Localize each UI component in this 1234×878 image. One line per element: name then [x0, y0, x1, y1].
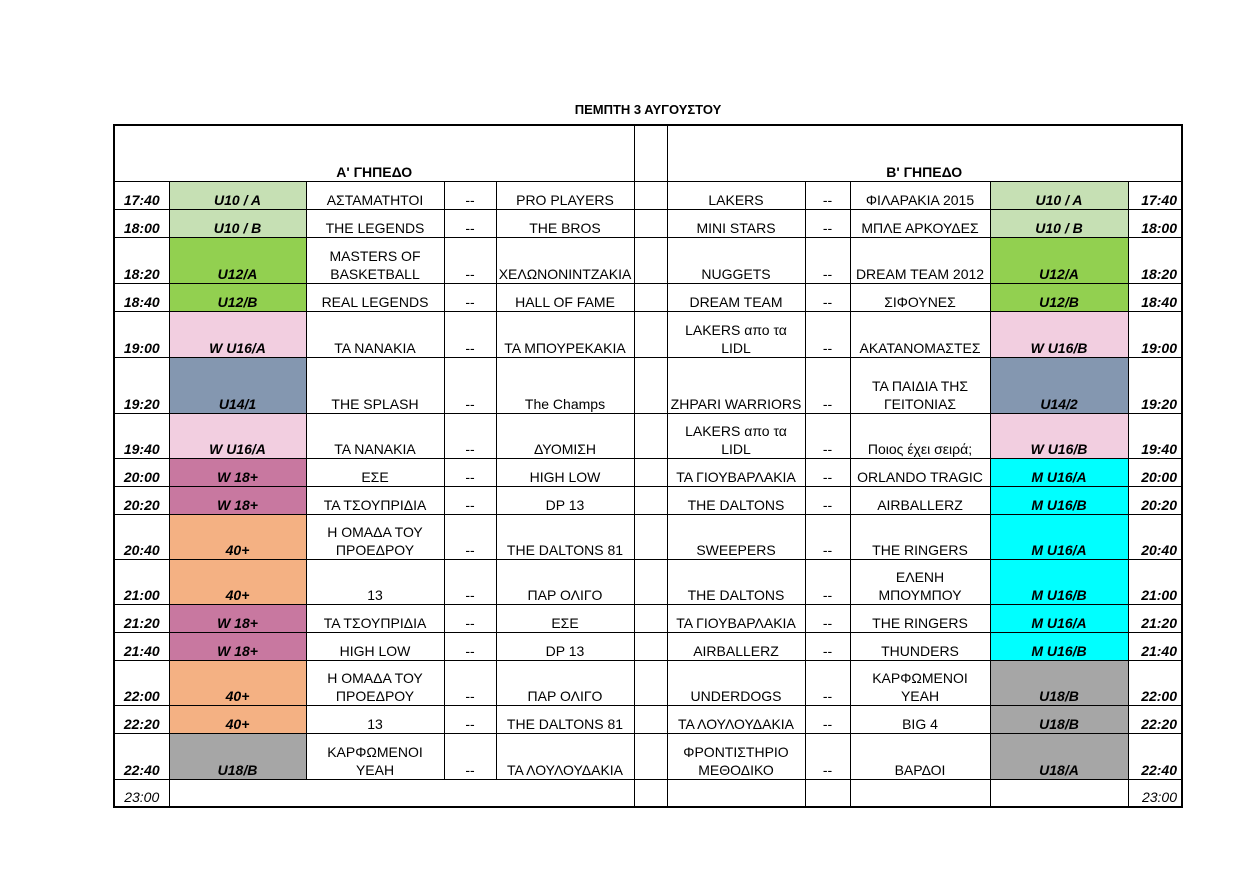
separator-a: --	[444, 458, 496, 486]
away-team-a: ΕΣΕ	[496, 604, 634, 632]
page-title: ΠΕΜΠΤΗ 3 ΑΥΓΟΥΣΤΟΥ	[574, 102, 722, 117]
court-divider	[634, 181, 667, 209]
time-cell-a: 22:00	[114, 660, 169, 705]
schedule-row	[114, 486, 1182, 514]
time-cell-b: 17:40	[1128, 181, 1182, 209]
away-team-b: Ποιος έχει σειρά;	[850, 413, 990, 458]
home-team-a: THE LEGENDS	[306, 209, 444, 237]
separator-b: --	[805, 181, 850, 209]
away-team-a: ΧΕΛΩΝΟΝΙΝΤΖΑΚΙΑ	[496, 237, 634, 283]
category-cell-b: U18/B	[990, 660, 1128, 705]
home-team-a: ΑΣΤΑΜΑΤΗΤΟΙ	[306, 181, 444, 209]
court-divider	[634, 486, 667, 514]
separator-a: --	[444, 486, 496, 514]
court-b-header: Β' ΓΗΠΕΔΟ	[667, 125, 1182, 181]
court-divider	[634, 458, 667, 486]
separator-b: --	[805, 604, 850, 632]
home-team-a: ΤΑ ΝΑΝΑΚΙΑ	[306, 413, 444, 458]
court-divider	[634, 660, 667, 705]
category-cell-b: M U16/B	[990, 559, 1128, 604]
time-cell-a: 22:40	[114, 733, 169, 779]
away-team-b: ΚΑΡΦΩΜΕΝΟΙ ΥΕΑΗ	[850, 660, 990, 705]
end-row	[114, 779, 1182, 807]
separator-b: --	[805, 486, 850, 514]
home-team-b: ΤΑ ΓΙΟΥΒΑΡΛΑΚΙΑ	[667, 604, 805, 632]
home-team-b: AIRBALLERZ	[667, 632, 805, 660]
empty-cell	[805, 779, 850, 807]
separator-a: --	[444, 357, 496, 413]
home-team-b: LAKERS	[667, 181, 805, 209]
separator-a: --	[444, 733, 496, 779]
away-team-a: PRO PLAYERS	[496, 181, 634, 209]
category-cell-a: 40+	[169, 559, 306, 604]
home-team-b: ΤΑ ΛΟΥΛΟΥΔΑΚΙΑ	[667, 705, 805, 733]
home-team-a: ΤΑ ΤΣΟΥΠΡΙΔΙΑ	[306, 604, 444, 632]
schedule-row	[114, 209, 1182, 237]
category-cell-b: M U16/A	[990, 458, 1128, 486]
time-cell-a: 21:20	[114, 604, 169, 632]
schedule-row	[114, 705, 1182, 733]
category-cell-b: U14/2	[990, 357, 1128, 413]
category-cell-a: W 18+	[169, 486, 306, 514]
category-cell-a: W U16/A	[169, 311, 306, 357]
category-cell-b: M U16/A	[990, 514, 1128, 559]
court-divider	[634, 559, 667, 604]
empty-cell	[169, 779, 634, 807]
time-cell-a: 20:00	[114, 458, 169, 486]
category-cell-b: U10 / A	[990, 181, 1128, 209]
away-team-b: THE RINGERS	[850, 604, 990, 632]
category-cell-a: 40+	[169, 514, 306, 559]
category-cell-b: U18/B	[990, 705, 1128, 733]
home-team-a: ΕΣΕ	[306, 458, 444, 486]
time-cell-a: 22:20	[114, 705, 169, 733]
home-team-b: LAKERS απο τα LIDL	[667, 311, 805, 357]
category-cell-b: M U16/B	[990, 632, 1128, 660]
schedule-row	[114, 357, 1182, 413]
home-team-b: UNDERDOGS	[667, 660, 805, 705]
separator-b: --	[805, 209, 850, 237]
court-divider	[634, 705, 667, 733]
home-team-b: MINI STARS	[667, 209, 805, 237]
category-cell-b: U18/A	[990, 733, 1128, 779]
court-divider	[634, 632, 667, 660]
schedule-row	[114, 559, 1182, 604]
time-cell-b: 20:20	[1128, 486, 1182, 514]
schedule-row	[114, 181, 1182, 209]
away-team-b: THUNDERS	[850, 632, 990, 660]
away-team-b: AIRBALLERZ	[850, 486, 990, 514]
away-team-a: The Champs	[496, 357, 634, 413]
away-team-b: ΑΚΑΤΑΝΟΜΑΣΤΕΣ	[850, 311, 990, 357]
separator-b: --	[805, 559, 850, 604]
category-cell-a: W 18+	[169, 632, 306, 660]
category-cell-b: M U16/B	[990, 486, 1128, 514]
time-cell-a: 17:40	[114, 181, 169, 209]
home-team-b: ΤΑ ΓΙΟΥΒΑΡΛΑΚΙΑ	[667, 458, 805, 486]
schedule-row	[114, 237, 1182, 283]
schedule-row	[114, 514, 1182, 559]
court-divider	[634, 357, 667, 413]
away-team-b: ΕΛΕΝΗ ΜΠΟΥΜΠΟΥ	[850, 559, 990, 604]
time-cell-b: 19:40	[1128, 413, 1182, 458]
court-divider	[634, 779, 667, 807]
away-team-b: THE RINGERS	[850, 514, 990, 559]
court-divider	[634, 604, 667, 632]
home-team-b: NUGGETS	[667, 237, 805, 283]
home-team-b: ΦΡΟΝΤΙΣΤΗΡΙΟ ΜΕΘΟΔΙΚΟ	[667, 733, 805, 779]
time-cell-b: 21:40	[1128, 632, 1182, 660]
schedule-row	[114, 413, 1182, 458]
away-team-a: ΠΑΡ ΟΛΙΓΟ	[496, 660, 634, 705]
away-team-a: DP 13	[496, 486, 634, 514]
time-cell-a: 21:40	[114, 632, 169, 660]
court-divider	[634, 733, 667, 779]
separator-a: --	[444, 632, 496, 660]
time-cell-a: 19:00	[114, 311, 169, 357]
category-cell-b: M U16/A	[990, 604, 1128, 632]
schedule-row	[114, 604, 1182, 632]
away-team-a: THE BROS	[496, 209, 634, 237]
away-team-b: ΒΑΡΔΟΙ	[850, 733, 990, 779]
separator-b: --	[805, 357, 850, 413]
home-team-b: THE DALTONS	[667, 559, 805, 604]
time-cell-b: 22:40	[1128, 733, 1182, 779]
schedule-row	[114, 283, 1182, 311]
separator-a: --	[444, 283, 496, 311]
time-cell-b: 20:00	[1128, 458, 1182, 486]
schedule-row	[114, 458, 1182, 486]
time-cell-a: 19:40	[114, 413, 169, 458]
header-row	[114, 125, 1182, 181]
away-team-b: ΣΙΦΟΥΝΕΣ	[850, 283, 990, 311]
court-divider	[634, 514, 667, 559]
time-cell-b: 21:20	[1128, 604, 1182, 632]
home-team-a: Η ΟΜΑΔΑ ΤΟΥ ΠΡΟΕΔΡΟΥ	[306, 660, 444, 705]
time-cell-b: 21:00	[1128, 559, 1182, 604]
category-cell-a: W U16/A	[169, 413, 306, 458]
home-team-b: ZHPARI WARRIORS	[667, 357, 805, 413]
separator-b: --	[805, 632, 850, 660]
separator-a: --	[444, 181, 496, 209]
separator-a: --	[444, 559, 496, 604]
time-cell-b: 22:00	[1128, 660, 1182, 705]
empty-cell	[850, 779, 990, 807]
home-team-b: LAKERS απο τα LIDL	[667, 413, 805, 458]
category-cell-a: 40+	[169, 705, 306, 733]
time-cell-b: 20:40	[1128, 514, 1182, 559]
home-team-b: SWEEPERS	[667, 514, 805, 559]
separator-b: --	[805, 705, 850, 733]
time-cell-b: 22:20	[1128, 705, 1182, 733]
away-team-a: HALL OF FAME	[496, 283, 634, 311]
home-team-a: 13	[306, 559, 444, 604]
home-team-a: 13	[306, 705, 444, 733]
category-cell-b: W U16/B	[990, 413, 1128, 458]
separator-b: --	[805, 237, 850, 283]
separator-b: --	[805, 311, 850, 357]
separator-b: --	[805, 660, 850, 705]
home-team-a: ΤΑ ΝΑΝΑΚΙΑ	[306, 311, 444, 357]
separator-a: --	[444, 705, 496, 733]
separator-a: --	[444, 604, 496, 632]
empty-cell	[667, 779, 805, 807]
away-team-b: ORLANDO TRAGIC	[850, 458, 990, 486]
away-team-b: ΤΑ ΠΑΙΔΙΑ ΤΗΣ ΓΕΙΤΟΝΙΑΣ	[850, 357, 990, 413]
away-team-a: DP 13	[496, 632, 634, 660]
home-team-b: THE DALTONS	[667, 486, 805, 514]
time-cell-a: 18:00	[114, 209, 169, 237]
court-divider	[634, 413, 667, 458]
separator-b: --	[805, 514, 850, 559]
time-cell-b: 18:00	[1128, 209, 1182, 237]
time-cell-a: 18:40	[114, 283, 169, 311]
away-team-b: BIG 4	[850, 705, 990, 733]
time-cell-a: 19:20	[114, 357, 169, 413]
schedule-row	[114, 733, 1182, 779]
away-team-a: THE DALTONS 81	[496, 514, 634, 559]
empty-cell	[990, 779, 1128, 807]
separator-a: --	[444, 237, 496, 283]
category-cell-a: U10 / A	[169, 181, 306, 209]
time-cell-b: 18:40	[1128, 283, 1182, 311]
time-cell-a: 21:00	[114, 559, 169, 604]
end-time-b: 23:00	[1128, 779, 1182, 807]
category-cell-b: U12/B	[990, 283, 1128, 311]
away-team-b: DREAM TEAM 2012	[850, 237, 990, 283]
category-cell-b: U12/A	[990, 237, 1128, 283]
home-team-a: MASTERS OF BASKETBALL	[306, 237, 444, 283]
category-cell-a: 40+	[169, 660, 306, 705]
schedule-row	[114, 660, 1182, 705]
category-cell-a: W 18+	[169, 458, 306, 486]
time-cell-b: 19:00	[1128, 311, 1182, 357]
time-cell-b: 18:20	[1128, 237, 1182, 283]
separator-a: --	[444, 413, 496, 458]
schedule-row	[114, 311, 1182, 357]
home-team-a: THE SPLASH	[306, 357, 444, 413]
away-team-b: ΦΙΛΑΡΑΚΙΑ 2015	[850, 181, 990, 209]
separator-b: --	[805, 458, 850, 486]
separator-a: --	[444, 514, 496, 559]
home-team-a: REAL LEGENDS	[306, 283, 444, 311]
schedule-row	[114, 632, 1182, 660]
separator-b: --	[805, 283, 850, 311]
away-team-a: ΠΑΡ ΟΛΙΓΟ	[496, 559, 634, 604]
away-team-a: ΤΑ ΜΠΟΥΡΕΚΑΚΙΑ	[496, 311, 634, 357]
category-cell-b: U10 / B	[990, 209, 1128, 237]
away-team-a: HIGH LOW	[496, 458, 634, 486]
category-cell-a: U14/1	[169, 357, 306, 413]
separator-b: --	[805, 413, 850, 458]
category-cell-a: W 18+	[169, 604, 306, 632]
time-cell-b: 19:20	[1128, 357, 1182, 413]
category-cell-a: U12/B	[169, 283, 306, 311]
category-cell-a: U10 / B	[169, 209, 306, 237]
separator-a: --	[444, 660, 496, 705]
home-team-a: ΤΑ ΤΣΟΥΠΡΙΔΙΑ	[306, 486, 444, 514]
time-cell-a: 20:40	[114, 514, 169, 559]
court-divider	[634, 311, 667, 357]
away-team-a: ΤΑ ΛΟΥΛΟΥΔΑΚΙΑ	[496, 733, 634, 779]
time-cell-a: 18:20	[114, 237, 169, 283]
time-cell-a: 20:20	[114, 486, 169, 514]
schedule-table	[113, 124, 1183, 808]
end-time-a: 23:00	[114, 779, 169, 807]
category-cell-a: U12/A	[169, 237, 306, 283]
separator-b: --	[805, 733, 850, 779]
home-team-a: Η ΟΜΑΔΑ ΤΟΥ ΠΡΟΕΔΡΟΥ	[306, 514, 444, 559]
away-team-a: ΔΥΟΜΙΣΗ	[496, 413, 634, 458]
category-cell-a: U18/B	[169, 733, 306, 779]
home-team-b: DREAM TEAM	[667, 283, 805, 311]
court-divider	[634, 125, 667, 181]
court-divider	[634, 237, 667, 283]
court-divider	[634, 283, 667, 311]
category-cell-b: W U16/B	[990, 311, 1128, 357]
court-a-header: Α' ΓΗΠΕΔΟ	[114, 125, 634, 181]
away-team-b: ΜΠΛΕ ΑΡΚΟΥΔΕΣ	[850, 209, 990, 237]
separator-a: --	[444, 209, 496, 237]
court-divider	[634, 209, 667, 237]
separator-a: --	[444, 311, 496, 357]
home-team-a: HIGH LOW	[306, 632, 444, 660]
home-team-a: ΚΑΡΦΩΜΕΝΟΙ ΥΕΑΗ	[306, 733, 444, 779]
away-team-a: THE DALTONS 81	[496, 705, 634, 733]
